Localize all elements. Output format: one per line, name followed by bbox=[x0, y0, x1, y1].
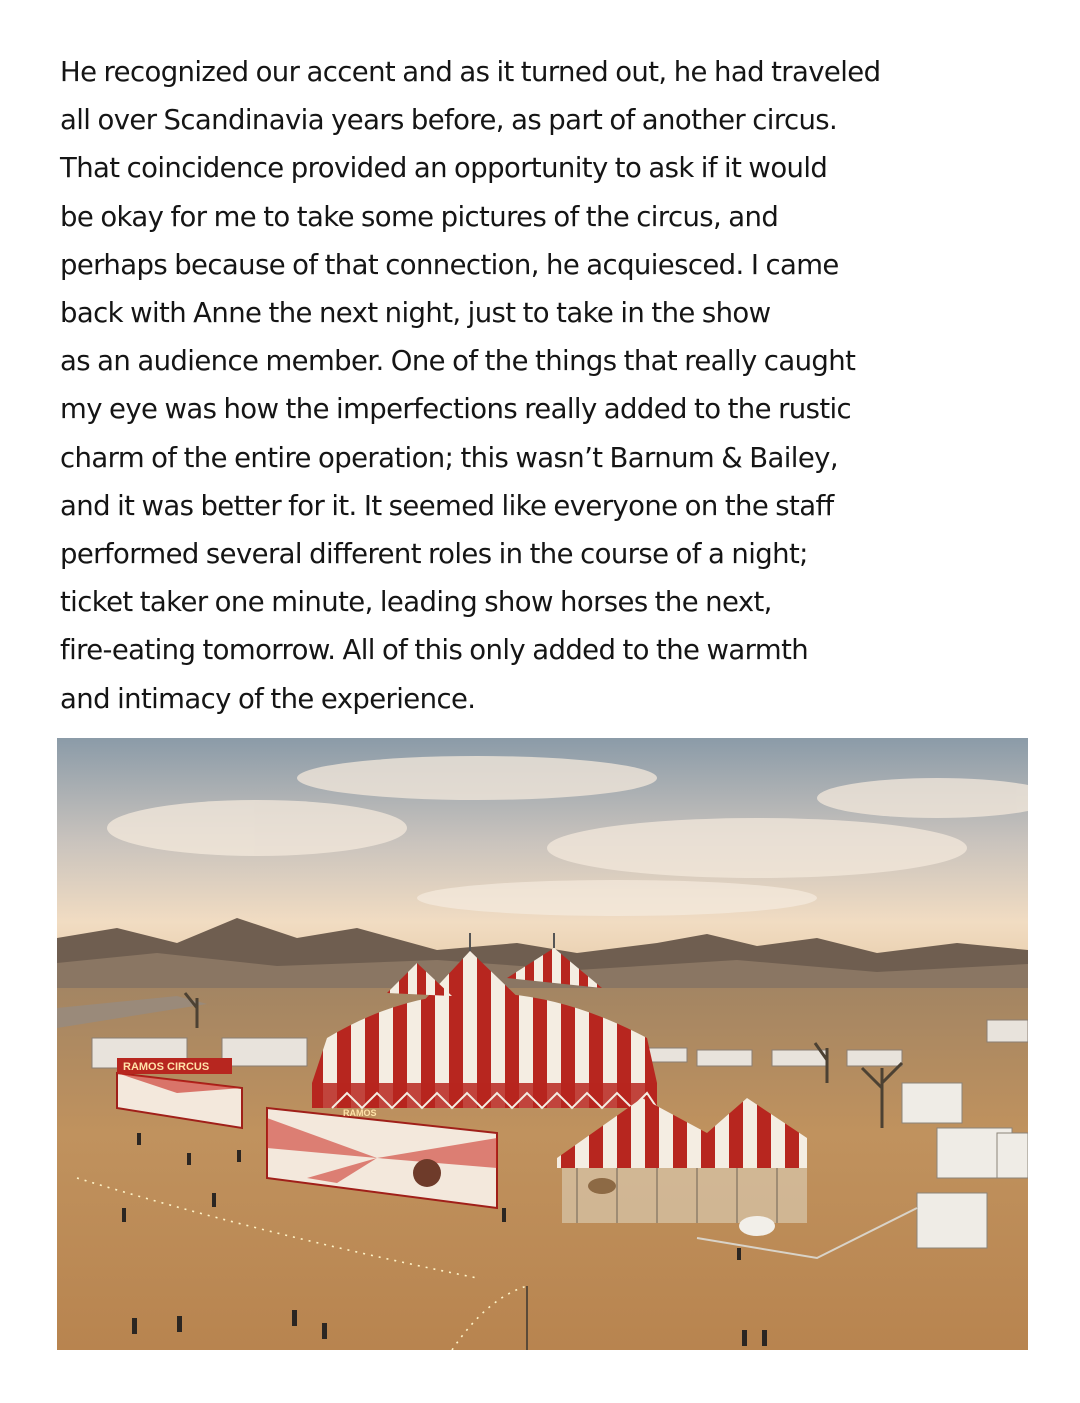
banner-sign: RAMOS CIRCUS bbox=[123, 1061, 210, 1073]
tent-sign: RAMOS bbox=[343, 1108, 377, 1118]
article-line: back with Anne the next night, just to take in the show bbox=[60, 297, 771, 330]
article-text bbox=[60, 48, 1060, 723]
article-line: performed several different roles in the course of a night; bbox=[60, 538, 808, 571]
article-line: my eye was how the imperfections really added to the rustic bbox=[60, 393, 852, 426]
horse bbox=[739, 1216, 775, 1236]
article-line: all over Scandinavia years before, as part of another circus. bbox=[60, 104, 838, 137]
article-line: perhaps because of that connection, he acquiesced. I came bbox=[60, 248, 839, 281]
article-line: and intimacy of the experience. bbox=[60, 682, 476, 715]
circus-scene-illustration bbox=[57, 738, 1028, 1350]
article-line: ticket taker one minute, leading show horses the next, bbox=[60, 586, 772, 619]
article-line: be okay for me to take some pictures of the circus, and bbox=[60, 200, 779, 233]
horse bbox=[588, 1178, 616, 1194]
article-line: fire-eating tomorrow. All of this only added to the warmth bbox=[60, 634, 809, 667]
article-line: He recognized our accent and as it turned out, he had traveled bbox=[60, 56, 881, 88]
article-line: That coincidence provided an opportunity to ask if it would bbox=[60, 152, 828, 185]
article-line: charm of the entire operation; this wasn’t Barnum & Bailey, bbox=[60, 441, 838, 474]
article-line: as an audience member. One of the things that really caught bbox=[60, 345, 856, 378]
article-line: and it was better for it. It seemed like everyone on the staff bbox=[60, 489, 834, 522]
circus-photo bbox=[57, 738, 1028, 1350]
